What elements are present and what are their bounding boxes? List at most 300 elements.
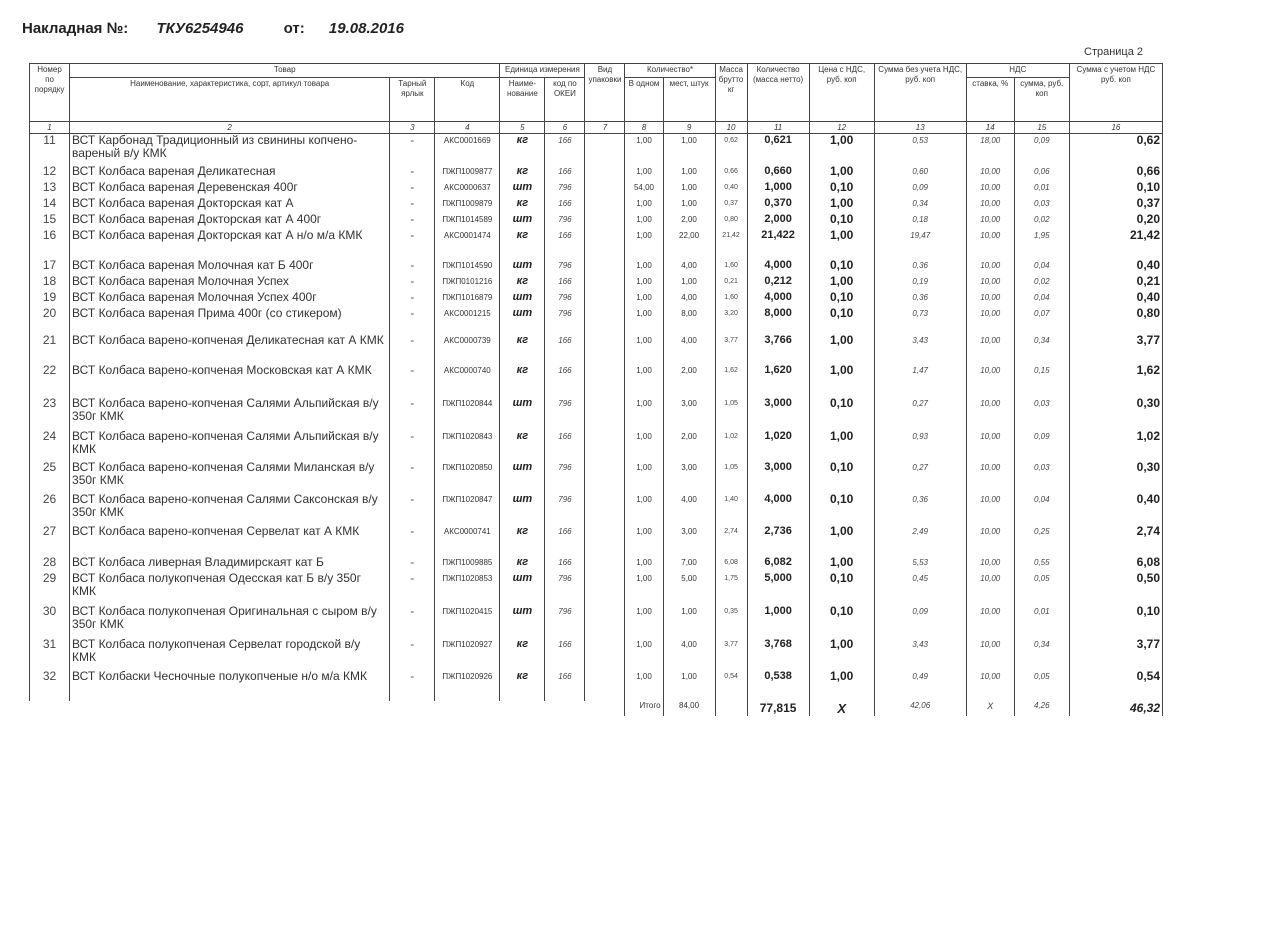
vat-rate: 10,00 [966,572,1014,605]
product-code: АКС0000637 [435,181,500,197]
price-with-vat: 1,00 [809,134,874,165]
invoice-number: ТКУ6254946 [156,20,244,37]
qty-places: 1,00 [663,165,715,181]
qty-in-one: 1,00 [625,259,663,275]
table-row [30,181,1163,197]
sum-without-vat: 3,43 [874,638,966,670]
vat-amount: 0,03 [1014,397,1069,430]
vat-rate: 10,00 [966,605,1014,638]
sum-with-vat: 0,20 [1069,213,1162,229]
totals-spacer [70,701,390,716]
vat-amount: 0,04 [1014,493,1069,525]
qty-in-one: 54,00 [625,181,663,197]
tare-label: - [390,493,435,525]
gross-weight: 3,77 [715,334,747,364]
col-header-num: Номер по порядку [30,64,70,122]
qty-in-one: 1,00 [625,291,663,307]
net-quantity: 6,082 [747,556,809,572]
unit-okei-code: 796 [545,572,585,605]
product-name: ВСТ Колбаса варено-копченая Сервелат кат А КМК [70,525,390,556]
vat-amount: 0,05 [1014,572,1069,605]
col-header-brutto: Масса брутто кг [715,64,747,122]
gross-weight: 1,05 [715,461,747,493]
qty-places: 1,00 [663,670,715,701]
vat-amount: 0,03 [1014,461,1069,493]
table-row [30,307,1163,334]
qty-in-one: 1,00 [625,213,663,229]
qty-places: 22,00 [663,229,715,259]
net-quantity: 3,766 [747,334,809,364]
package-type [585,181,625,197]
net-quantity: 3,000 [747,461,809,493]
net-quantity: 0,621 [747,134,809,165]
table-row [30,291,1163,307]
col-header-code: Код [435,78,500,122]
price-with-vat: 1,00 [809,638,874,670]
unit-name: кг [500,275,545,291]
product-name: ВСТ Колбаса варено-копченая Салями Альпийская в/у 350г КМК [70,397,390,430]
totals-vat-amount: 4,26 [1014,701,1069,716]
column-index-cell: 10 [715,122,747,134]
row-number: 19 [30,291,70,307]
sum-without-vat: 0,36 [874,291,966,307]
page-number: Страница 2 [1084,46,1144,58]
qty-in-one: 1,00 [625,165,663,181]
package-type [585,397,625,430]
tare-label: - [390,181,435,197]
col-header-qty: Количество* [625,64,715,78]
tare-label: - [390,307,435,334]
qty-in-one: 1,00 [625,670,663,701]
qty-in-one: 1,00 [625,307,663,334]
price-with-vat: 1,00 [809,197,874,213]
price-with-vat: 0,10 [809,461,874,493]
row-number: 24 [30,430,70,461]
sum-with-vat: 0,37 [1069,197,1162,213]
product-name: ВСТ Колбаса ливерная Владимирскаят кат Б [70,556,390,572]
gross-weight: 2,74 [715,525,747,556]
tare-label: - [390,334,435,364]
price-with-vat: 0,10 [809,181,874,197]
vat-amount: 0,01 [1014,605,1069,638]
qty-in-one: 1,00 [625,364,663,397]
row-number: 13 [30,181,70,197]
qty-places: 3,00 [663,461,715,493]
sum-without-vat: 2,49 [874,525,966,556]
column-index-cell: 8 [625,122,663,134]
table-row [30,461,1163,493]
gross-weight: 1,60 [715,291,747,307]
price-with-vat: 0,10 [809,493,874,525]
gross-weight: 1,75 [715,572,747,605]
unit-okei-code: 796 [545,213,585,229]
product-code: ПЖП1009879 [435,197,500,213]
tare-label: - [390,461,435,493]
product-code: ПЖП1020844 [435,397,500,430]
qty-places: 1,00 [663,605,715,638]
totals-spacer [585,701,625,716]
unit-okei-code: 166 [545,334,585,364]
qty-in-one: 1,00 [625,556,663,572]
sum-with-vat: 0,80 [1069,307,1162,334]
vat-amount: 0,02 [1014,275,1069,291]
vat-amount: 0,02 [1014,213,1069,229]
vat-rate: 10,00 [966,397,1014,430]
sum-without-vat: 0,45 [874,572,966,605]
sum-without-vat: 0,19 [874,275,966,291]
table-row [30,430,1163,461]
sum-without-vat: 0,27 [874,397,966,430]
gross-weight: 3,77 [715,638,747,670]
qty-places: 5,00 [663,572,715,605]
vat-rate: 10,00 [966,493,1014,525]
vat-rate: 18,00 [966,134,1014,165]
vat-rate: 10,00 [966,638,1014,670]
product-name: ВСТ Колбаса вареная Молочная Успех 400г [70,291,390,307]
col-header-goods-name: Наименование, характеристика, сорт, артикул товара [70,78,390,122]
product-name: ВСТ Колбаса вареная Молочная кат Б 400г [70,259,390,275]
product-name: ВСТ Колбаса варено-копченая Московская кат А КМК [70,364,390,397]
table-row [30,165,1163,181]
gross-weight: 21,42 [715,229,747,259]
net-quantity: 4,000 [747,259,809,275]
package-type [585,291,625,307]
package-type [585,461,625,493]
price-with-vat: 1,00 [809,364,874,397]
table-row [30,334,1163,364]
col-header-vat: НДС [966,64,1069,78]
product-name: ВСТ Колбаса полукопченая Оригинальная с сыром в/у 350г КМК [70,605,390,638]
package-type [585,165,625,181]
product-code: ПЖП1014589 [435,213,500,229]
col-header-price: Цена с НДС, руб. коп [809,64,874,122]
totals-sum-without-vat: 42,06 [874,701,966,716]
net-quantity: 0,212 [747,275,809,291]
totals-spacer [30,701,70,716]
product-name: ВСТ Колбаса вареная Докторская кат А н/о м/а КМК [70,229,390,259]
col-header-qty-places: мест, штук [663,78,715,122]
totals-sum-with-vat: 46,32 [1069,701,1162,716]
sum-with-vat: 3,77 [1069,334,1162,364]
gross-weight: 1,62 [715,364,747,397]
vat-rate: 10,00 [966,364,1014,397]
row-number: 18 [30,275,70,291]
column-index-cell: 6 [545,122,585,134]
unit-name: шт [500,291,545,307]
sum-with-vat: 0,40 [1069,291,1162,307]
product-code: ПЖП1009885 [435,556,500,572]
sum-with-vat: 21,42 [1069,229,1162,259]
column-index-cell: 1 [30,122,70,134]
sum-with-vat: 0,62 [1069,134,1162,165]
invoice-date: 19.08.2016 [328,20,404,37]
unit-okei-code: 166 [545,556,585,572]
totals-vat-rate: X [966,701,1014,716]
vat-rate: 10,00 [966,430,1014,461]
table-row [30,572,1163,605]
unit-name: шт [500,461,545,493]
package-type [585,213,625,229]
table-row [30,275,1163,291]
qty-places: 4,00 [663,334,715,364]
product-code: ПЖП1009877 [435,165,500,181]
vat-rate: 10,00 [966,275,1014,291]
invoice-table [29,63,1163,716]
gross-weight: 0,80 [715,213,747,229]
vat-amount: 0,03 [1014,197,1069,213]
product-name: ВСТ Колбаса вареная Докторская кат А [70,197,390,213]
sum-without-vat: 0,27 [874,461,966,493]
sum-with-vat: 0,50 [1069,572,1162,605]
tare-label: - [390,213,435,229]
unit-name: кг [500,525,545,556]
product-name: ВСТ Колбаски Чесночные полукопченые н/о м/а КМК [70,670,390,701]
sum-without-vat: 0,49 [874,670,966,701]
product-code: АКС0001669 [435,134,500,165]
product-code: ПЖП1020927 [435,638,500,670]
tare-label: - [390,259,435,275]
column-index-cell: 13 [874,122,966,134]
product-code: ПЖП1020850 [435,461,500,493]
vat-rate: 10,00 [966,556,1014,572]
unit-name: кг [500,430,545,461]
sum-without-vat: 5,53 [874,556,966,572]
sum-with-vat: 3,77 [1069,638,1162,670]
unit-name: шт [500,213,545,229]
qty-places: 1,00 [663,275,715,291]
net-quantity: 1,000 [747,605,809,638]
net-quantity: 0,660 [747,165,809,181]
sum-with-vat: 0,21 [1069,275,1162,291]
vat-amount: 0,04 [1014,291,1069,307]
qty-places: 1,00 [663,181,715,197]
col-header-unit: Единица измерения [500,64,585,78]
package-type [585,670,625,701]
qty-in-one: 1,00 [625,134,663,165]
unit-okei-code: 166 [545,275,585,291]
row-number: 20 [30,307,70,334]
sum-without-vat: 0,53 [874,134,966,165]
gross-weight: 0,21 [715,275,747,291]
tare-label: - [390,605,435,638]
vat-amount: 0,07 [1014,307,1069,334]
price-with-vat: 1,00 [809,334,874,364]
qty-places: 1,00 [663,197,715,213]
net-quantity: 4,000 [747,291,809,307]
invoice-date-label: от: [283,20,305,37]
package-type [585,605,625,638]
price-with-vat: 0,10 [809,605,874,638]
unit-name: кг [500,229,545,259]
gross-weight: 1,02 [715,430,747,461]
package-type [585,638,625,670]
column-index-cell: 3 [390,122,435,134]
tare-label: - [390,165,435,181]
net-quantity: 1,620 [747,364,809,397]
row-number: 23 [30,397,70,430]
product-code: АКС0000740 [435,364,500,397]
unit-okei-code: 796 [545,291,585,307]
price-with-vat: 0,10 [809,213,874,229]
package-type [585,430,625,461]
package-type [585,229,625,259]
net-quantity: 1,020 [747,430,809,461]
column-index-cell: 16 [1069,122,1162,134]
gross-weight: 1,40 [715,493,747,525]
vat-amount: 0,01 [1014,181,1069,197]
totals-price: X [809,701,874,716]
net-quantity: 5,000 [747,572,809,605]
gross-weight: 6,08 [715,556,747,572]
row-number: 17 [30,259,70,275]
table-row [30,638,1163,670]
unit-okei-code: 166 [545,670,585,701]
qty-places: 3,00 [663,397,715,430]
unit-okei-code: 796 [545,397,585,430]
row-number: 29 [30,572,70,605]
net-quantity: 3,000 [747,397,809,430]
net-quantity: 21,422 [747,229,809,259]
unit-okei-code: 166 [545,430,585,461]
invoice-header [22,20,404,37]
sum-without-vat: 0,36 [874,259,966,275]
vat-amount: 0,06 [1014,165,1069,181]
package-type [585,275,625,291]
unit-name: шт [500,605,545,638]
vat-amount: 0,04 [1014,259,1069,275]
price-with-vat: 0,10 [809,307,874,334]
product-code: АКС0000741 [435,525,500,556]
qty-in-one: 1,00 [625,605,663,638]
vat-amount: 0,34 [1014,638,1069,670]
vat-rate: 10,00 [966,334,1014,364]
tare-label: - [390,275,435,291]
qty-in-one: 1,00 [625,430,663,461]
qty-places: 7,00 [663,556,715,572]
col-header-unit-name: Наиме-нование [500,78,545,122]
vat-rate: 10,00 [966,461,1014,493]
price-with-vat: 1,00 [809,670,874,701]
sum-with-vat: 6,08 [1069,556,1162,572]
row-number: 25 [30,461,70,493]
product-code: ПЖП0101216 [435,275,500,291]
sum-with-vat: 0,30 [1069,397,1162,430]
vat-rate: 10,00 [966,259,1014,275]
net-quantity: 8,000 [747,307,809,334]
gross-weight: 1,05 [715,397,747,430]
product-name: ВСТ Колбаса вареная Прима 400г (со стикером) [70,307,390,334]
qty-in-one: 1,00 [625,493,663,525]
unit-okei-code: 166 [545,229,585,259]
unit-okei-code: 796 [545,181,585,197]
table-row [30,605,1163,638]
product-name: ВСТ Колбаса вареная Молочная Успех [70,275,390,291]
gross-weight: 0,66 [715,165,747,181]
row-number: 31 [30,638,70,670]
tare-label: - [390,134,435,165]
package-type [585,525,625,556]
net-quantity: 2,736 [747,525,809,556]
sum-without-vat: 0,60 [874,165,966,181]
gross-weight: 3,20 [715,307,747,334]
price-with-vat: 0,10 [809,259,874,275]
sum-without-vat: 1,47 [874,364,966,397]
totals-netto: 77,815 [747,701,809,716]
table-row [30,134,1163,165]
sum-with-vat: 1,02 [1069,430,1162,461]
package-type [585,134,625,165]
sum-with-vat: 0,54 [1069,670,1162,701]
unit-okei-code: 166 [545,197,585,213]
net-quantity: 1,000 [747,181,809,197]
qty-in-one: 1,00 [625,638,663,670]
table-row [30,197,1163,213]
unit-name: кг [500,364,545,397]
price-with-vat: 0,10 [809,572,874,605]
col-header-pack: Вид упаковки [585,64,625,122]
unit-okei-code: 796 [545,259,585,275]
sum-with-vat: 0,10 [1069,181,1162,197]
product-name: ВСТ Колбаса полукопченая Сервелат городской в/у КМК [70,638,390,670]
vat-rate: 10,00 [966,229,1014,259]
product-name: ВСТ Колбаса вареная Докторская кат А 400г [70,213,390,229]
tare-label: - [390,638,435,670]
row-number: 30 [30,605,70,638]
product-code: ПЖП1020847 [435,493,500,525]
unit-name: кг [500,556,545,572]
col-header-vat-rate: ставка, % [966,78,1014,122]
row-number: 14 [30,197,70,213]
product-code: ПЖП1014590 [435,259,500,275]
sum-without-vat: 0,36 [874,493,966,525]
row-number: 12 [30,165,70,181]
package-type [585,364,625,397]
product-name: ВСТ Колбаса вареная Деревенская 400г [70,181,390,197]
invoice-label: Накладная №: [22,20,129,37]
qty-places: 8,00 [663,307,715,334]
price-with-vat: 1,00 [809,275,874,291]
price-with-vat: 0,10 [809,397,874,430]
table-row [30,229,1163,259]
vat-amount: 0,09 [1014,134,1069,165]
package-type [585,572,625,605]
unit-name: шт [500,307,545,334]
totals-spacer [390,701,435,716]
qty-places: 4,00 [663,493,715,525]
price-with-vat: 1,00 [809,556,874,572]
vat-rate: 10,00 [966,670,1014,701]
sum-without-vat: 3,43 [874,334,966,364]
sum-without-vat: 0,34 [874,197,966,213]
unit-name: шт [500,493,545,525]
tare-label: - [390,556,435,572]
product-name: ВСТ Колбаса полукопченая Одесская кат Б в/у 350г КМК [70,572,390,605]
price-with-vat: 1,00 [809,165,874,181]
product-name: ВСТ Колбаса варено-копченая Салями Альпийская в/у КМК [70,430,390,461]
unit-name: шт [500,181,545,197]
net-quantity: 4,000 [747,493,809,525]
unit-okei-code: 166 [545,364,585,397]
package-type [585,493,625,525]
vat-rate: 10,00 [966,165,1014,181]
totals-row [30,701,1163,716]
sum-without-vat: 19,47 [874,229,966,259]
tare-label: - [390,430,435,461]
sum-with-vat: 2,74 [1069,525,1162,556]
package-type [585,197,625,213]
gross-weight: 0,62 [715,134,747,165]
row-number: 28 [30,556,70,572]
